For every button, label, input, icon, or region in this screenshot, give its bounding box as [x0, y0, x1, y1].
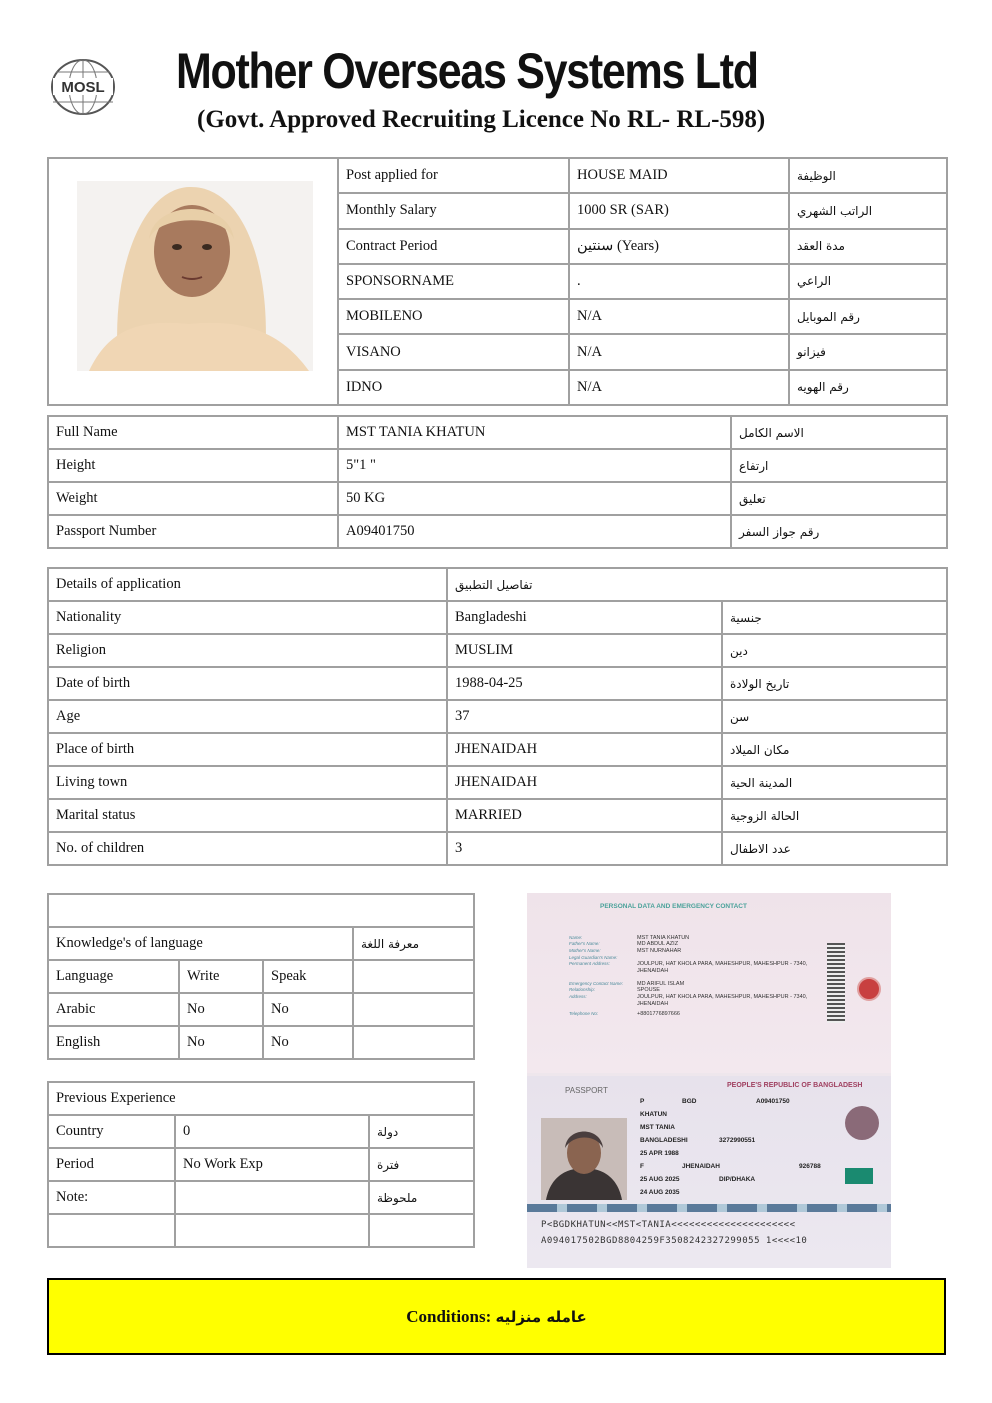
personal-label-ar: ارتفاع: [739, 458, 769, 473]
personal-value: 50 KG: [338, 482, 731, 515]
job-label: Contract Period: [338, 229, 569, 264]
passport-field-label: Emergency Contact Name:: [569, 981, 624, 986]
experience-value: 0: [175, 1115, 369, 1148]
details-value: 1988-04-25: [447, 667, 722, 700]
job-value: 1000 SR (SAR): [569, 193, 789, 228]
job-label-ar: الوظيفة: [797, 168, 836, 183]
passport-code: BGD: [682, 1098, 697, 1105]
language-title-ar: معرفة اللغة: [361, 936, 420, 951]
personal-label: Full Name: [48, 416, 338, 449]
applicant-photo: [49, 159, 335, 399]
passport-type: P: [640, 1098, 645, 1105]
table-row: [48, 799, 947, 832]
details-label-ar: سن: [730, 709, 750, 724]
details-value: MARRIED: [447, 799, 722, 832]
table-row: [48, 1148, 474, 1181]
passport-personal-no: 3272990551: [719, 1137, 756, 1144]
experience-label: Country: [48, 1115, 175, 1148]
passport-field-label: Legal Guardian's Name:: [569, 955, 618, 960]
passport-field-value: MST NURNAHAR: [637, 948, 682, 954]
speak-header: Speak: [263, 960, 353, 993]
mrz-line-1: P<BGDKHATUN<<MST<TANIA<<<<<<<<<<<<<<<<<<<<<: [541, 1220, 796, 1230]
details-label: Religion: [48, 634, 447, 667]
licence-number: (Govt. Approved Recruiting Licence No RL- RL-598): [197, 106, 766, 133]
passport-field-label: Telephone No:: [569, 1011, 599, 1016]
details-label: Marital status: [48, 799, 447, 832]
personal-value: 5"1 ": [338, 449, 731, 482]
job-value: سنتين (Years): [569, 229, 789, 264]
passport-nationality: BANGLADESHI: [640, 1137, 688, 1144]
passport-sex: F: [640, 1163, 644, 1170]
details-value: JHENAIDAH: [447, 766, 722, 799]
seal-icon: [857, 977, 881, 1001]
job-label: IDNO: [338, 370, 569, 405]
passport-surname: KHATUN: [640, 1111, 667, 1118]
passport-scan-image: [527, 893, 891, 1268]
language-empty: [353, 1026, 474, 1059]
passport-field-value: MD ABDUL AZIZ: [637, 941, 679, 947]
passport-field-label: Relationship:: [569, 987, 596, 992]
table-row: [48, 993, 474, 1026]
job-label-ar: الراعي: [797, 274, 832, 289]
details-value: 37: [447, 700, 722, 733]
write-header: Write: [179, 960, 263, 993]
details-label: Nationality: [48, 601, 447, 634]
passport-number: A09401750: [756, 1098, 790, 1105]
job-label-ar: مدة العقد: [797, 239, 845, 254]
passport-pob: JHENAIDAH: [682, 1163, 720, 1170]
language-name: Arabic: [48, 993, 179, 1026]
experience-empty: [369, 1214, 474, 1247]
details-value: JHENAIDAH: [447, 733, 722, 766]
job-label: Post applied for: [338, 158, 569, 193]
passport-label: PASSPORT: [565, 1086, 608, 1095]
details-title-ar: تفاصيل التطبيق: [455, 577, 533, 592]
passport-given-name: MST TANIA: [640, 1124, 675, 1131]
application-details-table: [47, 567, 948, 866]
experience-label: Note:: [48, 1181, 175, 1214]
experience-label-ar: ملحوظة: [377, 1190, 418, 1205]
language-title: Knowledge's of language: [48, 927, 353, 960]
job-label-ar: رقم الهويه: [797, 380, 849, 395]
language-speak: No: [263, 1026, 353, 1059]
table-row: [48, 700, 947, 733]
table-row: [48, 634, 947, 667]
job-label: SPONSORNAME: [338, 264, 569, 299]
job-value: N/A: [569, 299, 789, 334]
job-label: MOBILENO: [338, 299, 569, 334]
personal-value: MST TANIA KHATUN: [338, 416, 731, 449]
experience-title: Previous Experience: [48, 1082, 474, 1115]
details-label-ar: جنسية: [730, 610, 762, 625]
details-value: MUSLIM: [447, 634, 722, 667]
barcode-icon: [827, 943, 845, 1023]
passport-field-label: Father's Name:: [569, 941, 600, 946]
experience-table: [47, 1081, 475, 1248]
passport-field-label: Mother's Name:: [569, 948, 601, 953]
job-label: Monthly Salary: [338, 193, 569, 228]
details-label-ar: تاريخ الولادة: [730, 676, 790, 691]
passport-authority: DIP/DHAKA: [719, 1176, 756, 1183]
details-label-ar: المدينة الحية: [730, 775, 793, 790]
details-label-ar: الحالة الزوجية: [730, 808, 800, 823]
passport-field-label: Permanent Address:: [569, 961, 610, 966]
personal-label: Passport Number: [48, 515, 338, 548]
details-value: 3: [447, 832, 722, 865]
company-name: Mother Overseas Systems Ltd: [176, 43, 758, 99]
language-empty: [353, 993, 474, 1026]
experience-value: No Work Exp: [175, 1148, 369, 1181]
job-value: N/A: [569, 334, 789, 369]
passport-heading: PERSONAL DATA AND EMERGENCY CONTACT: [600, 903, 747, 910]
passport-expiry: 24 AUG 2035: [640, 1189, 680, 1196]
passport-field-label: Address:: [569, 994, 587, 999]
passport-dob: 25 APR 1988: [640, 1150, 679, 1157]
details-label: Place of birth: [48, 733, 447, 766]
table-row: [48, 1026, 474, 1059]
mosl-globe-logo: [50, 58, 116, 116]
svg-text:MOSL: MOSL: [61, 79, 105, 96]
job-label-ar: الراتب الشهري: [797, 203, 873, 218]
experience-label: Period: [48, 1148, 175, 1181]
job-value: HOUSE MAID: [569, 158, 789, 193]
job-label-ar: فيزانو: [797, 345, 826, 360]
personal-info-table: [47, 415, 948, 549]
table-row: [48, 1181, 474, 1214]
job-label-ar: رقم الموبايل: [797, 309, 860, 324]
experience-empty: [48, 1214, 175, 1247]
job-info-table: [47, 157, 948, 406]
language-speak: No: [263, 993, 353, 1026]
mrz-line-2: A094017502BGD8804259F3508242327299055 1<<<<10: [541, 1236, 808, 1246]
details-title: Details of application: [48, 568, 447, 601]
hologram-icon: [845, 1106, 879, 1140]
passport-field-value: SPOUSE: [637, 987, 660, 993]
language-table: [47, 893, 475, 1060]
conditions-box: [47, 1278, 946, 1355]
personal-value: A09401750: [338, 515, 731, 548]
details-label: No. of children: [48, 832, 447, 865]
conditions-label: Conditions:: [406, 1306, 492, 1326]
passport-field-value: +8801776897666: [637, 1011, 680, 1017]
table-row: [48, 1115, 474, 1148]
personal-label-ar: تعليق: [739, 491, 766, 506]
job-value: .: [569, 264, 789, 299]
personal-label-ar: الاسم الكامل: [739, 425, 804, 440]
flag-icon: [845, 1168, 873, 1184]
passport-issue-date: 25 AUG 2025: [640, 1176, 680, 1183]
details-label-ar: مكان الميلاد: [730, 742, 790, 757]
job-label: VISANO: [338, 334, 569, 369]
experience-value: [175, 1181, 369, 1214]
passport-field-value: MST TANIA KHATUN: [637, 935, 690, 941]
passport-field-label: Name:: [569, 935, 583, 940]
details-label: Date of birth: [48, 667, 447, 700]
language-name: English: [48, 1026, 179, 1059]
table-row: [48, 766, 947, 799]
photo-cell: [48, 158, 338, 405]
table-row: [48, 667, 947, 700]
passport-field-value: MD ARIFUL ISLAM: [637, 981, 685, 987]
personal-label: Weight: [48, 482, 338, 515]
conditions-value: عامله منزليه: [495, 1307, 587, 1326]
details-value: Bangladeshi: [447, 601, 722, 634]
experience-empty: [175, 1214, 369, 1247]
passport-country: PEOPLE'S REPUBLIC OF BANGLADESH: [727, 1082, 863, 1089]
personal-label: Height: [48, 449, 338, 482]
table-row: [48, 733, 947, 766]
details-label: Age: [48, 700, 447, 733]
language-write: No: [179, 993, 263, 1026]
table-row: [48, 832, 947, 865]
job-value: N/A: [569, 370, 789, 405]
passport-field-value: JOULPUR, HAT KHOLA PARA, MAHESHPUR, MAHESHPUR - 7340, JHENAIDAH: [637, 994, 808, 1007]
personal-label-ar: رقم جواز السفر: [739, 524, 820, 539]
language-blank-row: [48, 894, 474, 927]
language-write: No: [179, 1026, 263, 1059]
passport-photo: [541, 1118, 627, 1200]
details-label-ar: عدد الاطفال: [730, 841, 791, 856]
experience-label-ar: دولة: [377, 1124, 399, 1139]
details-label: Living town: [48, 766, 447, 799]
table-row: [48, 601, 947, 634]
experience-label-ar: فترة: [377, 1157, 400, 1172]
details-label-ar: دين: [730, 643, 748, 658]
language-header: Language: [48, 960, 179, 993]
passport-prev-no: 926788: [799, 1163, 821, 1170]
passport-field-value: JOULPUR, HAT KHOLA PARA, MAHESHPUR, MAHESHPUR - 7340, JHENAIDAH: [637, 961, 808, 974]
